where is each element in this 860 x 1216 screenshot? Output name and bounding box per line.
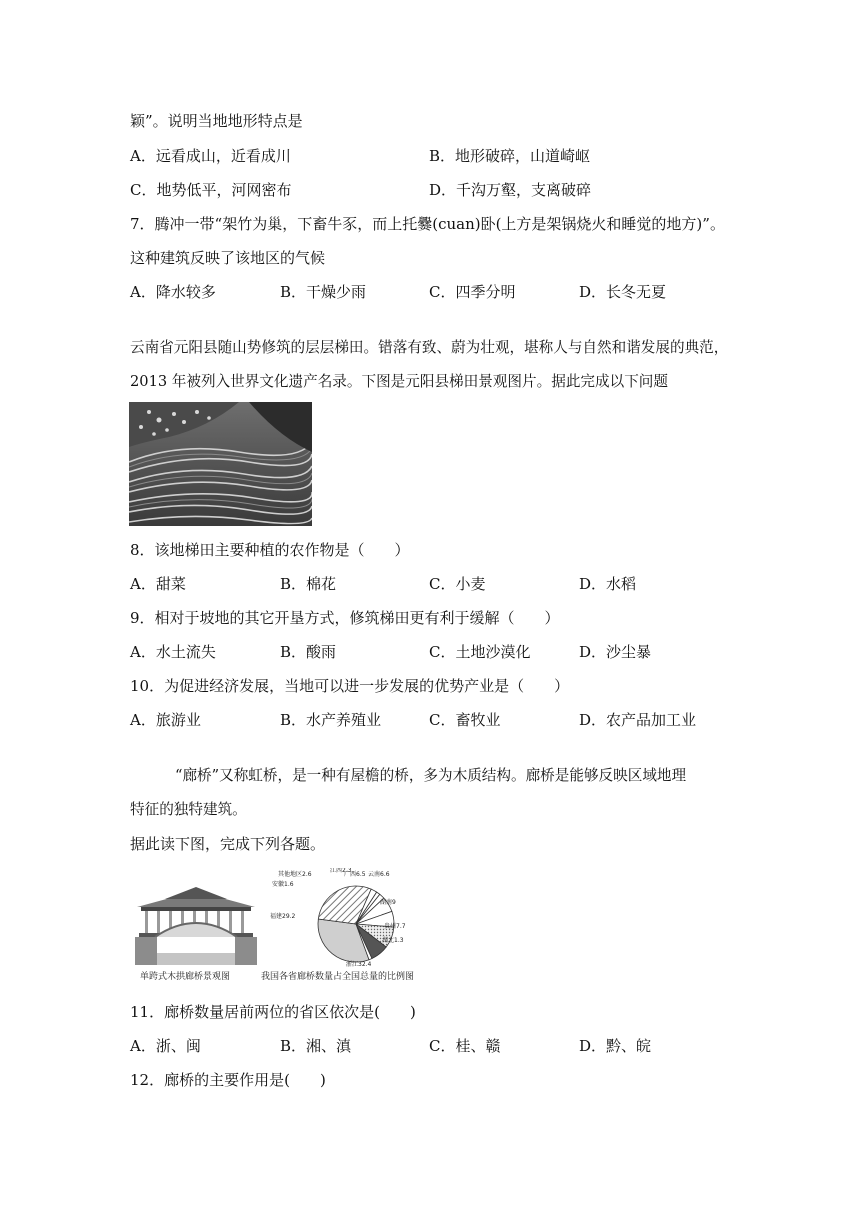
q7-option-d: D．长冬无夏 (579, 283, 667, 301)
q11-option-c: C．桂、赣 (429, 1037, 501, 1055)
pie-label-0: 浙江32.4 (346, 961, 372, 968)
q10-option-a: A．旅游业 (130, 711, 201, 729)
q6-option-b: B．地形破碎，山道崎岖 (429, 147, 591, 165)
q9-option-d: D．沙尘暴 (579, 643, 652, 661)
pie-label-7: 湖南9 (380, 899, 396, 906)
pie-label-2: 其他地区2.6 (278, 871, 312, 878)
q7-option-c: C．四季分明 (429, 283, 516, 301)
pie-caption: 我国各省廊桥数量占全国总量的比例图 (261, 972, 415, 982)
q9-option-b: B．酸雨 (280, 643, 337, 661)
covered-bridge-figure (135, 887, 257, 965)
q11-option-b: B．湘、滇 (280, 1037, 352, 1055)
q8-option-d: D．水稻 (579, 575, 637, 593)
pie-label-5: 广西6.5 (344, 871, 366, 878)
q11-option-d: D．黔、皖 (579, 1037, 652, 1055)
q9-option-c: C．土地沙漠化 (429, 643, 531, 661)
q12-stem: 12．廊桥的主要作用是( ) (130, 1071, 326, 1089)
q10-option-d: D．农产品加工业 (579, 711, 697, 729)
passage-bridge-line2: 特征的独特建筑。 (130, 801, 247, 818)
q7-option-b: B．干燥少雨 (280, 283, 367, 301)
q10-option-c: C．畜牧业 (429, 711, 501, 729)
q8-option-a: A．甜菜 (130, 575, 186, 593)
q8-option-b: B．棉花 (280, 575, 337, 593)
q9-stem: 9．相对于坡地的其它开垦方式，修筑梯田更有利于缓解（ ） (130, 609, 560, 627)
pie-label-6: 云南6.6 (368, 871, 390, 878)
terrace-photo (129, 402, 312, 526)
passage-bridge-line1: “廊桥”又称虹桥，是一种有屋檐的桥，多为木质结构。廊桥是能够反映区域地理 (175, 767, 687, 784)
q7-stem-line2: 这种建筑反映了该地区的气候 (130, 249, 326, 267)
bridge-caption: 单跨式木拱廊桥景观图 (140, 972, 231, 982)
q6-option-d: D．千沟万壑，支离破碎 (429, 181, 592, 199)
q7-stem-line1: 7．腾冲一带“架竹为巢，下畜牛豕，而上托爨(cuan)卧(上方是架锅烧火和睡觉的地方)”。 (130, 215, 725, 233)
q8-stem: 8．该地梯田主要种植的农作物是（ ） (130, 541, 410, 559)
q6-option-a: A．远看成山，近看成川 (130, 147, 291, 165)
pie-label-3: 安徽1.6 (272, 881, 294, 888)
q10-option-b: B．水产养殖业 (280, 711, 382, 729)
q6-stem-end: 颖”。说明当地地形特点是 (130, 112, 303, 130)
q7-option-a: A．降水较多 (130, 283, 216, 301)
pie-label-4: 江西2.3 (330, 868, 352, 874)
pie-label-8: 贵州7.7 (384, 923, 406, 930)
q10-stem: 10．为促进经济发展，当地可以进一步发展的优势产业是（ ） (130, 677, 570, 695)
q8-option-c: C．小麦 (429, 575, 486, 593)
q11-stem: 11．廊桥数量居前两位的省区依次是( ) (130, 1003, 416, 1021)
q6-option-c: C．地势低平，河网密布 (130, 181, 292, 199)
pie-label-9: 湖北1.3 (382, 937, 404, 944)
passage-terraces-line1: 云南省元阳县随山势修筑的层层梯田。错落有致、蔚为壮观，堪称人与自然和谐发展的典范， (130, 339, 729, 356)
q11-option-a: A．浙、闽 (130, 1037, 201, 1055)
pie-chart (268, 868, 440, 968)
passage-terraces-line2: 2013 年被列入世界文化遗产名录。下图是元阳县梯田景观图片。据此完成以下问题 (130, 373, 668, 390)
passage-bridge-line3: 据此读下图，完成下列各题。 (130, 835, 326, 853)
q9-option-a: A．水土流失 (130, 643, 216, 661)
pie-label-1: 福建29.2 (270, 913, 296, 920)
